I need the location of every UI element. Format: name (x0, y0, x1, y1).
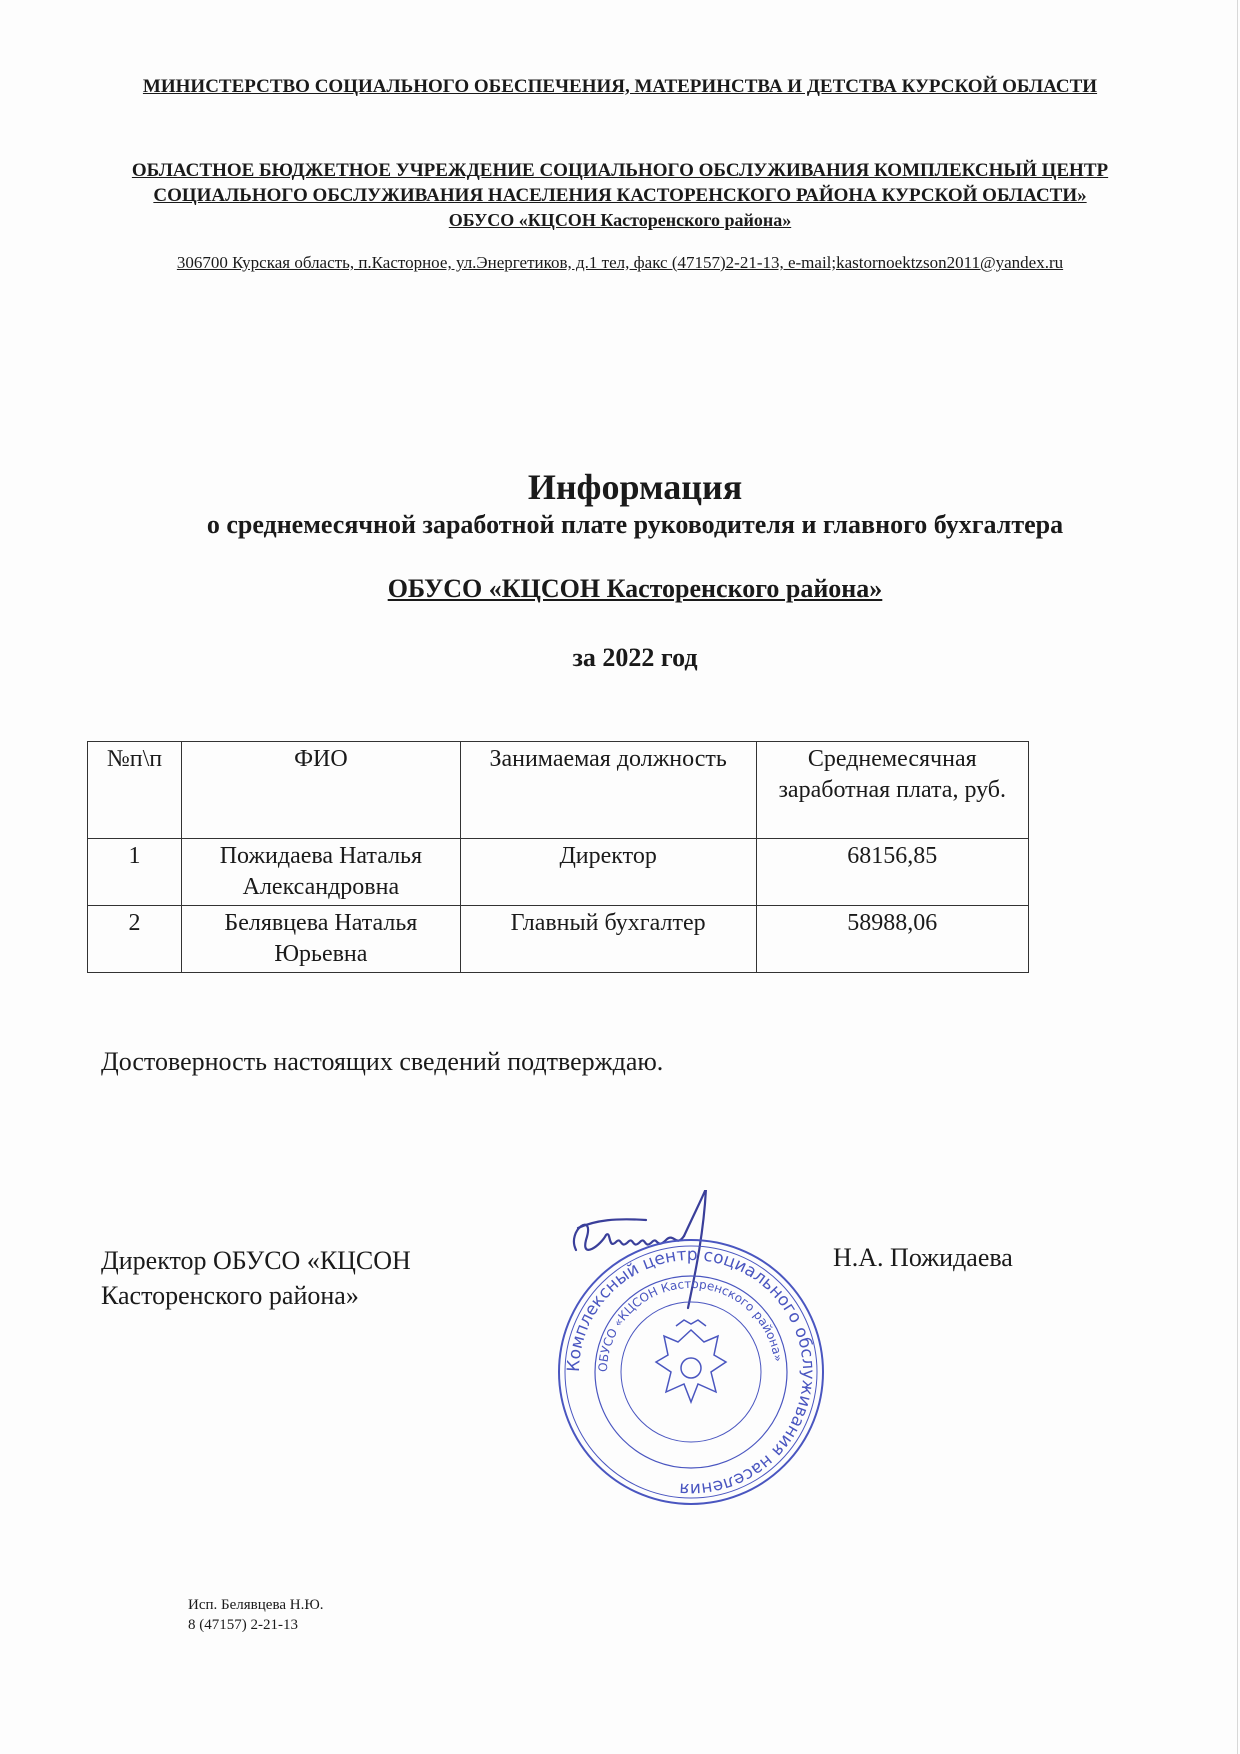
institution-header-line1: ОБЛАСТНОЕ БЮДЖЕТНОЕ УЧРЕЖДЕНИЕ СОЦИАЛЬНОГО ОБСЛУЖИВАНИЯ КОМПЛЕКСНЫЙ ЦЕНТР (131, 160, 1109, 181)
seal-svg (556, 1190, 826, 1530)
executor-phone: 8 (47157) 2-21-13 (188, 1617, 298, 1633)
scan-edge (1237, 0, 1238, 1754)
header-number: №п\п (88, 742, 182, 839)
row-position: Главный бухгалтер (460, 906, 756, 973)
document-subtitle: о среднемесячной заработной плате руководителя и главного бухгалтера (206, 510, 1064, 539)
salary-table (87, 741, 1029, 973)
seal-outer-text: Комплексный центр социального обслуживания населения (563, 1244, 819, 1500)
address-line: 306700 Курская область, п.Касторное, ул.Энергетиков, д.1 тел, факс (47157)2-21-13, e-mail;kastornoektzson2011@yandex.ru (176, 253, 1064, 272)
header-salary: Среднемесячная заработная плата, руб. (756, 742, 1029, 839)
header-name: ФИО (182, 742, 461, 839)
row-salary: 68156,85 (756, 839, 1029, 906)
organization-name: ОБУСО «КЦСОН Касторенского района» (387, 574, 883, 603)
executor-name: Исп. Белявцева Н.Ю. (188, 1597, 324, 1613)
document-title: Информация (527, 467, 743, 507)
signer-position-line1: Директор ОБУСО «КЦСОН (101, 1246, 411, 1275)
header-position: Занимаемая должность (460, 742, 756, 839)
coat-of-arms-emblem (656, 1320, 726, 1402)
institution-header (60, 158, 1180, 208)
row-name: Белявцева Наталья Юрьевна (182, 906, 461, 973)
signer-position (101, 1243, 411, 1313)
table-row (88, 839, 1029, 906)
executor-info (188, 1595, 323, 1635)
row-position: Директор (460, 839, 756, 906)
seal-and-signature (556, 1190, 826, 1530)
signer-position-line2: Касторенского района» (101, 1281, 359, 1310)
confirmation-text: Достоверность настоящих сведений подтверждаю. (101, 1047, 664, 1076)
signer-name: Н.А. Пожидаева (833, 1243, 1013, 1272)
institution-short-name: ОБУСО «КЦСОН Касторенского района» (448, 210, 792, 230)
row-salary: 58988,06 (756, 906, 1029, 973)
official-seal (559, 1240, 823, 1504)
ministry-header: МИНИСТЕРСТВО СОЦИАЛЬНОГО ОБЕСПЕЧЕНИЯ, МАТЕРИНСТВА И ДЕТСТВА КУРСКОЙ ОБЛАСТИ (142, 76, 1098, 97)
row-number: 2 (88, 906, 182, 973)
table-row (88, 906, 1029, 973)
table-header-row (88, 742, 1029, 839)
row-number: 1 (88, 839, 182, 906)
report-period: за 2022 год (572, 643, 698, 672)
seal-inner-text: ОБУСО «КЦСОН Касторенского района» (595, 1276, 786, 1373)
row-name: Пожидаева Наталья Александровна (182, 839, 461, 906)
institution-header-line2: СОЦИАЛЬНОГО ОБСЛУЖИВАНИЯ НАСЕЛЕНИЯ КАСТОРЕНСКОГО РАЙОНА КУРСКОЙ ОБЛАСТИ» (153, 185, 1087, 206)
